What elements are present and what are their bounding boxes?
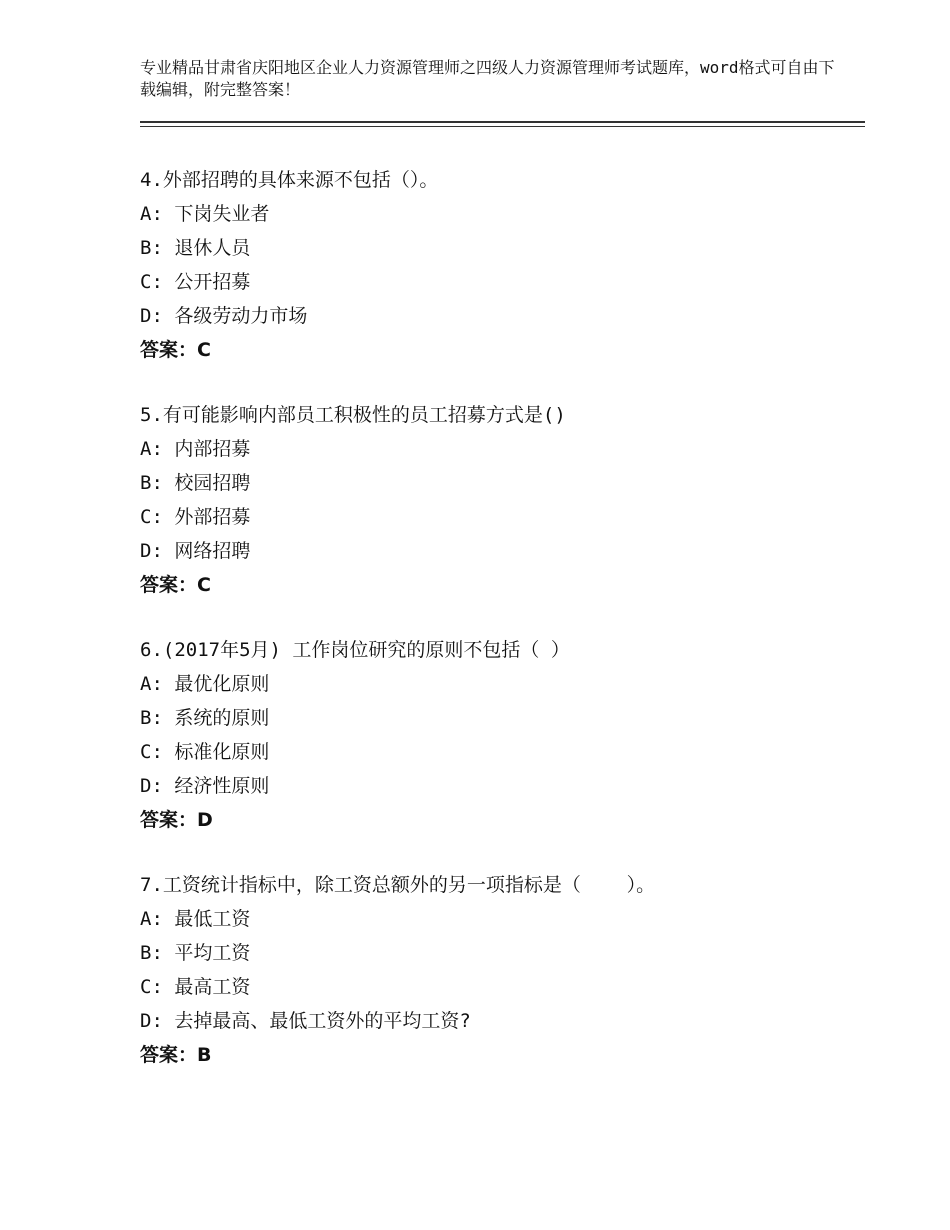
option-b: B: 校园招聘 bbox=[140, 472, 251, 494]
option-c: C: 标准化原则 bbox=[140, 741, 270, 763]
document-title: 专业精品甘肃省庆阳地区企业人力资源管理师之四级人力资源管理师考试题库，word格式可自由下载编辑，附完整答案！ bbox=[140, 58, 835, 99]
question-7 bbox=[140, 868, 860, 1072]
option-c: C: 公开招募 bbox=[140, 271, 251, 293]
header-divider-thick bbox=[140, 121, 865, 123]
option-d: D: 各级劳动力市场 bbox=[140, 305, 308, 327]
question-5 bbox=[140, 398, 860, 602]
option-a: A: 最低工资 bbox=[140, 908, 251, 930]
document-header bbox=[140, 57, 840, 101]
option-a: A: 内部招募 bbox=[140, 438, 251, 460]
option-b: B: 系统的原则 bbox=[140, 707, 270, 729]
option-d: D: 经济性原则 bbox=[140, 775, 270, 797]
option-d: D: 去掉最高、最低工资外的平均工资? bbox=[140, 1010, 471, 1032]
option-c: C: 最高工资 bbox=[140, 976, 251, 998]
question-stem: 5.有可能影响内部员工积极性的员工招募方式是() bbox=[140, 404, 566, 426]
answer-line: 答案：B bbox=[140, 1044, 212, 1066]
option-c: C: 外部招募 bbox=[140, 506, 251, 528]
answer-line: 答案：C bbox=[140, 574, 211, 596]
question-6 bbox=[140, 633, 860, 837]
question-stem: 7.工资统计指标中，除工资总额外的另一项指标是（ ）。 bbox=[140, 874, 656, 896]
question-4 bbox=[140, 163, 860, 367]
option-d: D: 网络招聘 bbox=[140, 540, 251, 562]
question-stem: 6.(2017年5月) 工作岗位研究的原则不包括（ ） bbox=[140, 639, 570, 661]
option-a: A: 下岗失业者 bbox=[140, 203, 270, 225]
option-b: B: 平均工资 bbox=[140, 942, 251, 964]
question-stem: 4.外部招聘的具体来源不包括（）。 bbox=[140, 169, 439, 191]
question-list bbox=[140, 163, 860, 1103]
answer-line: 答案：D bbox=[140, 809, 213, 831]
option-a: A: 最优化原则 bbox=[140, 673, 270, 695]
option-b: B: 退休人员 bbox=[140, 237, 251, 259]
answer-line: 答案：C bbox=[140, 339, 211, 361]
header-divider-thin bbox=[140, 126, 865, 127]
